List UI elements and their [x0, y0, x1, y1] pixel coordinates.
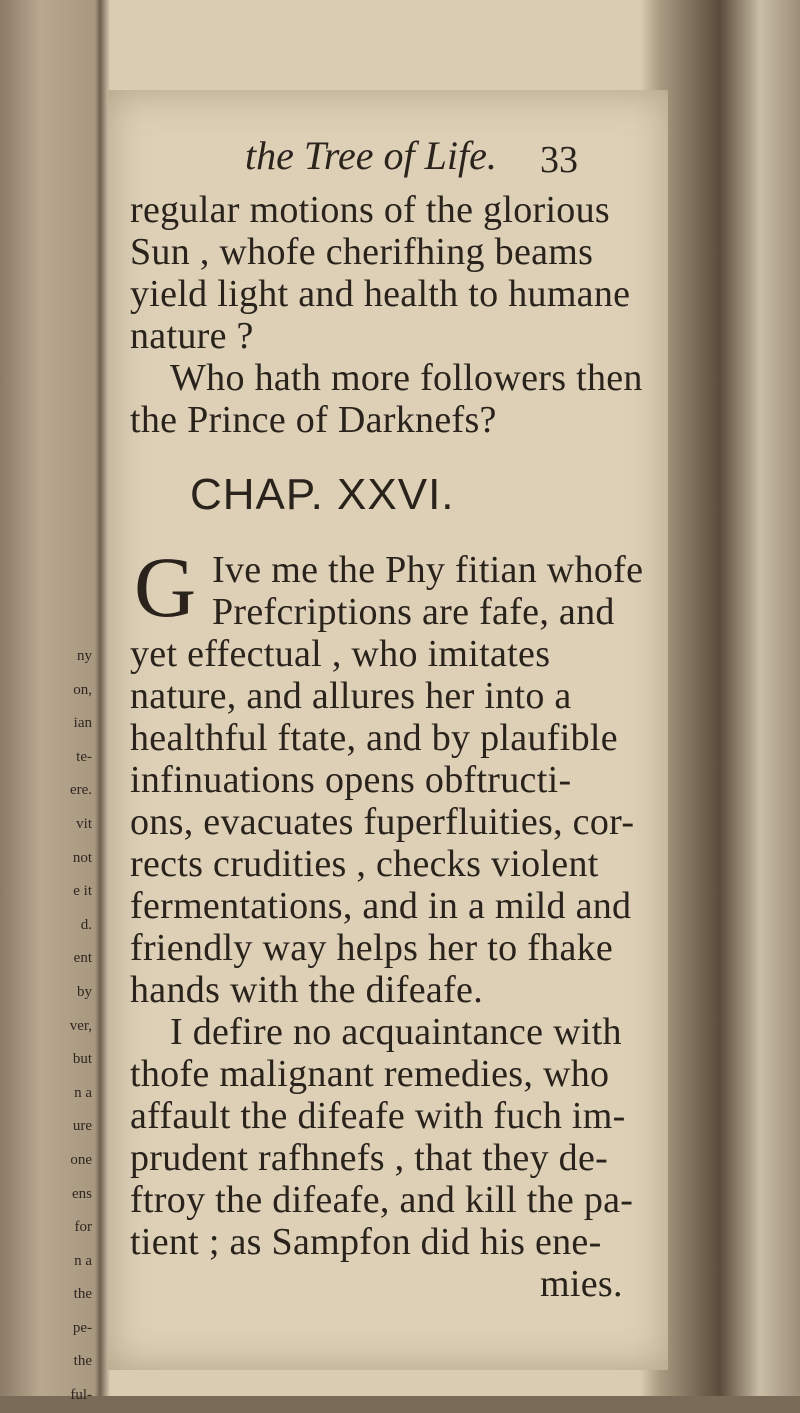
margin-fragment: ny — [77, 648, 92, 664]
left-page-edge-fragments — [0, 640, 100, 1413]
margin-fragment: n a — [74, 1252, 92, 1269]
page-number: 33 — [540, 139, 578, 181]
text-line: nature ? — [130, 315, 254, 357]
text-line: Prefcriptions are fafe, and — [212, 591, 615, 633]
text-line: fermentations, and in a mild and — [130, 885, 632, 927]
margin-fragment: ver, — [69, 1017, 92, 1034]
margin-fragment: the — [73, 1353, 92, 1370]
text-line: hands with the difeafe. — [130, 969, 484, 1011]
margin-fragment: d. — [80, 916, 92, 933]
margin-fragment: but — [72, 1051, 92, 1068]
margin-fragment: the — [73, 1286, 92, 1303]
text-line: yet effectual , who imitates — [130, 633, 551, 675]
margin-fragment: for — [74, 1219, 92, 1236]
running-head-title: the Tree of Life. — [245, 133, 497, 178]
margin-fragment: ere. — [69, 782, 92, 799]
text-line: nature, and allures her into a — [130, 675, 572, 717]
text-line: prudent rafhnefs , that they de- — [130, 1137, 609, 1179]
margin-fragment: not — [72, 849, 92, 866]
text-line: rects crudities , checks violent — [130, 843, 599, 885]
margin-fragment: ure — [72, 1118, 92, 1135]
margin-fragment: on, — [73, 681, 92, 698]
chapter-heading: CHAP. XXVI. — [190, 470, 455, 519]
text-line: ftroy the difeafe, and kill the pa- — [130, 1179, 634, 1221]
text-line: ons, evacuates fuperfluities, cor- — [130, 801, 635, 843]
text-line: Who hath more followers then — [170, 357, 643, 399]
margin-fragment: te- — [76, 748, 92, 765]
margin-fragment: vit — [76, 815, 92, 832]
text-line: Ive me the Phy fitian whofe — [212, 549, 644, 591]
text-line: healthful ftate, and by plaufible — [130, 717, 618, 759]
margin-fragment: e it — [73, 883, 92, 900]
text-line: infinuations opens obftructi- — [130, 759, 572, 801]
text-line: I defire no acquaintance with — [170, 1011, 622, 1053]
text-line: yield light and health to humane — [130, 273, 631, 315]
margin-fragment: ent — [73, 950, 92, 967]
margin-fragment: n a — [74, 1084, 92, 1101]
margin-fragment: one — [70, 1151, 92, 1168]
margin-fragment: ful- — [70, 1387, 92, 1404]
text-line: tient ; as Sampfon did his ene- — [130, 1221, 602, 1263]
margin-fragment: ian — [73, 715, 92, 732]
catchword: mies. — [540, 1263, 623, 1305]
margin-fragment: by — [77, 983, 92, 1000]
text-line: friendly way helps her to fhake — [130, 927, 614, 969]
text-line: regular motions of the glorious — [130, 189, 610, 231]
text-line: the Prince of Darknefs? — [130, 399, 497, 441]
margin-fragment: ens — [72, 1185, 92, 1202]
dropcap-initial: G — [133, 539, 197, 635]
margin-fragment: pe- — [72, 1319, 92, 1336]
text-line: thofe malignant remedies, who — [130, 1053, 610, 1095]
text-line: affault the difeafe with fuch im- — [130, 1095, 626, 1137]
text-line: Sun , whofe cherifhing beams — [130, 231, 594, 273]
